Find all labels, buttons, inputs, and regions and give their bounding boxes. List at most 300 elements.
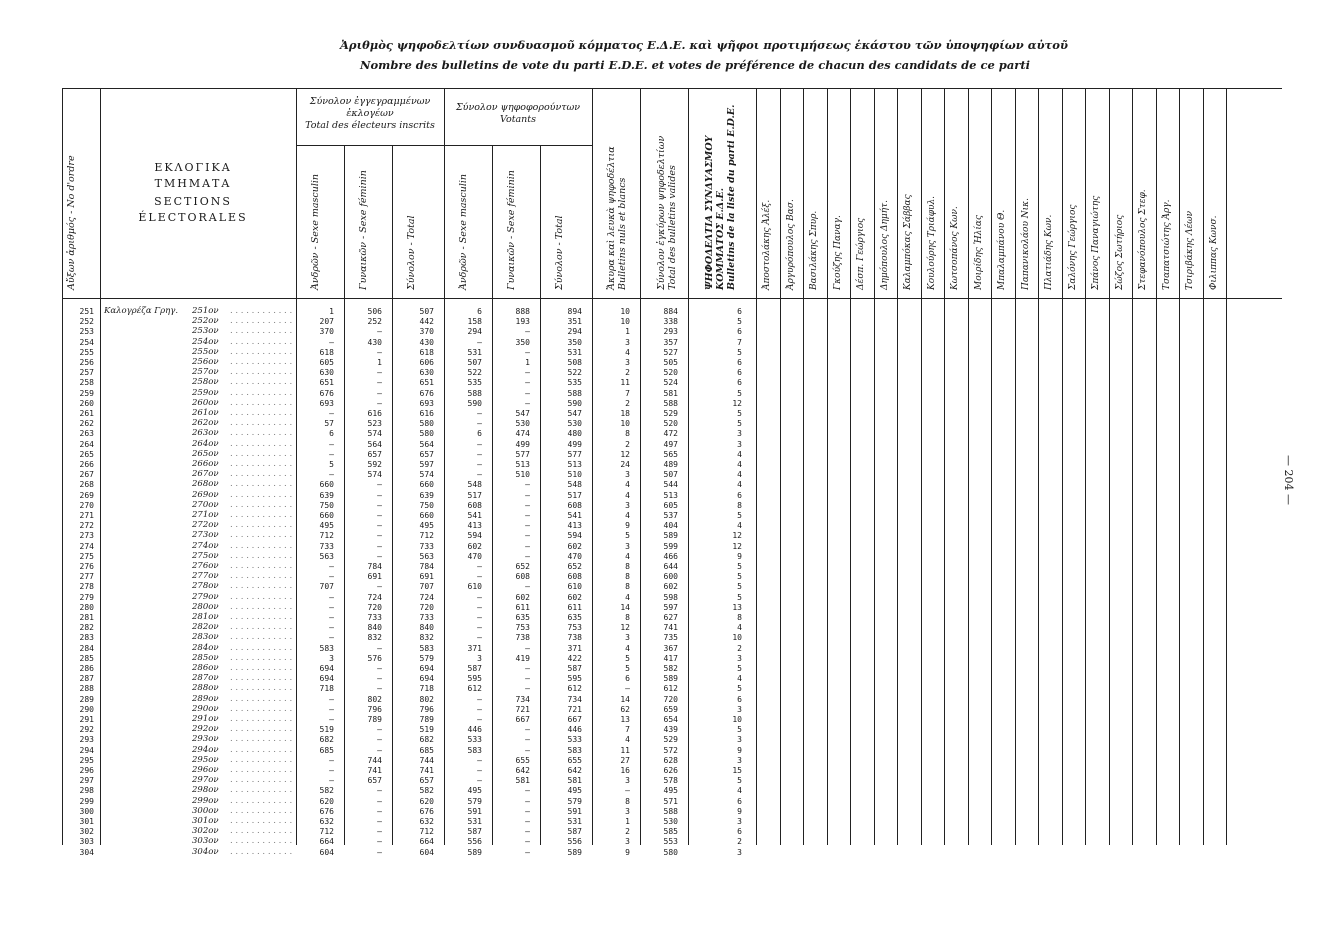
cell-vf: — bbox=[525, 684, 530, 694]
cell-vf: — bbox=[525, 796, 530, 806]
cell-b: 10 bbox=[620, 317, 630, 327]
cell-t: 639 bbox=[419, 490, 434, 500]
row-section: 253ον bbox=[192, 326, 219, 337]
subgroup-rule-2 bbox=[444, 145, 592, 146]
row-section: 267ον bbox=[192, 469, 219, 480]
cell-p: 5 bbox=[737, 572, 742, 582]
header-candidate: Σώζος Σωτήριος bbox=[1114, 214, 1125, 290]
header-candidate: Δημόπουλος Δημήτ. bbox=[879, 200, 890, 290]
cell-t: 657 bbox=[419, 449, 434, 459]
cell-b: 7 bbox=[625, 725, 630, 735]
leader-dots: . . . . . . . . . . . . bbox=[230, 734, 293, 745]
header-candidate: Μοιρίδης Ἠλίας bbox=[973, 214, 984, 290]
cell-vt: 535 bbox=[567, 378, 582, 388]
cell-vm: — bbox=[477, 470, 482, 480]
row-order-no: 252 bbox=[79, 317, 94, 327]
cell-vm: 612 bbox=[467, 684, 482, 694]
row-section: 301ον bbox=[192, 816, 219, 826]
leader-dots: . . . . . . . . . . . . bbox=[230, 632, 293, 643]
cell-f: — bbox=[377, 531, 382, 541]
cell-vt: 590 bbox=[567, 398, 582, 408]
cell-vm: 470 bbox=[467, 551, 482, 561]
cell-vm: 587 bbox=[467, 664, 482, 673]
cell-vt: 510 bbox=[567, 470, 582, 480]
cell-f: — bbox=[377, 745, 382, 755]
row-section: 280ον bbox=[192, 601, 219, 612]
cell-m: 583 bbox=[319, 643, 334, 653]
cell-vf: 510 bbox=[515, 470, 530, 480]
header-registered-male: Ἀνδρῶν - Sexe masculin bbox=[310, 173, 321, 290]
row-section: 258ον bbox=[192, 377, 219, 388]
row-section: 265ον bbox=[192, 448, 219, 459]
cell-m: 660 bbox=[319, 511, 334, 520]
cell-p: 3 bbox=[737, 653, 742, 663]
cell-f: 720 bbox=[367, 602, 382, 612]
cell-v: 565 bbox=[663, 449, 678, 459]
cell-vt: 721 bbox=[567, 704, 582, 714]
cell-vm: — bbox=[477, 633, 482, 643]
cell-m: — bbox=[329, 755, 334, 765]
cell-b: 6 bbox=[625, 674, 630, 684]
row-order-no: 297 bbox=[79, 776, 94, 786]
cell-f: — bbox=[377, 368, 382, 378]
cell-m: 750 bbox=[319, 500, 334, 510]
row-order-no: 292 bbox=[79, 725, 94, 735]
cell-vt: 587 bbox=[567, 664, 582, 673]
row-order-no: 279 bbox=[79, 592, 94, 602]
cell-p: 5 bbox=[737, 664, 742, 673]
cell-vm: — bbox=[477, 623, 482, 633]
cell-b: 5 bbox=[625, 531, 630, 541]
row-section: 271ον bbox=[192, 510, 219, 520]
cell-vm: 446 bbox=[467, 725, 482, 735]
cell-m: — bbox=[329, 449, 334, 459]
cell-vf: 753 bbox=[515, 623, 530, 633]
cell-f: 1 bbox=[377, 358, 382, 367]
cell-vt: 533 bbox=[567, 735, 582, 745]
cell-m: 694 bbox=[319, 674, 334, 684]
header-candidate: Σπάνος Παναγιώτης bbox=[1091, 195, 1101, 290]
cell-vm: 371 bbox=[467, 643, 482, 653]
cell-vt: 350 bbox=[567, 337, 582, 347]
cell-vf: — bbox=[525, 643, 530, 653]
cell-p: 4 bbox=[737, 521, 742, 531]
cell-vt: 413 bbox=[567, 521, 582, 531]
subgroup-rule-1 bbox=[296, 145, 444, 146]
cell-vf: — bbox=[525, 490, 530, 500]
cell-b: — bbox=[625, 684, 630, 694]
cell-m: 694 bbox=[319, 664, 334, 673]
cell-f: 796 bbox=[367, 704, 382, 714]
leader-dots: . . . . . . . . . . . . bbox=[230, 408, 293, 418]
cell-t: 616 bbox=[419, 409, 434, 418]
cell-vm: 533 bbox=[467, 735, 482, 745]
row-section: 290ον bbox=[192, 703, 219, 714]
cell-f: — bbox=[377, 398, 382, 408]
leader-dots: . . . . . . . . . . . . bbox=[230, 489, 293, 500]
leader-dots: . . . . . . . . . . . . bbox=[230, 714, 293, 724]
cell-f: 733 bbox=[367, 613, 382, 622]
cell-t: 789 bbox=[419, 715, 434, 724]
row-section: 300ον bbox=[192, 805, 219, 816]
header-candidate: Γκούζης Παναγ. bbox=[832, 215, 843, 290]
row-section: 285ον bbox=[192, 652, 219, 663]
cell-v: 588 bbox=[663, 806, 678, 816]
cell-p: 6 bbox=[737, 378, 742, 388]
cell-vm: 294 bbox=[467, 327, 482, 337]
cell-m: — bbox=[329, 766, 334, 775]
cell-f: 657 bbox=[367, 449, 382, 459]
cell-b: 8 bbox=[625, 796, 630, 806]
cell-b: 13 bbox=[620, 715, 630, 724]
cell-p: 2 bbox=[737, 643, 742, 653]
cell-vf: 734 bbox=[515, 694, 530, 704]
cell-p: 12 bbox=[732, 398, 742, 408]
cell-t: 733 bbox=[419, 541, 434, 551]
cell-t: 784 bbox=[419, 562, 434, 571]
row-section: 276ον bbox=[192, 561, 219, 571]
cell-f: — bbox=[377, 643, 382, 653]
cell-vf: — bbox=[525, 725, 530, 735]
cell-m: 563 bbox=[319, 551, 334, 561]
cell-f: 430 bbox=[367, 337, 382, 347]
row-section: 266ον bbox=[192, 459, 219, 469]
cell-v: 537 bbox=[663, 511, 678, 520]
leader-dots: . . . . . . . . . . . . bbox=[230, 438, 293, 449]
cell-f: — bbox=[377, 347, 382, 357]
row-order-no: 277 bbox=[79, 572, 94, 582]
cell-m: — bbox=[329, 633, 334, 643]
row-order-no: 260 bbox=[79, 398, 94, 408]
cell-vt: 351 bbox=[567, 317, 582, 327]
cell-b: — bbox=[625, 786, 630, 796]
cell-p: 6 bbox=[737, 796, 742, 806]
row-order-no: 284 bbox=[79, 643, 94, 653]
row-order-no: 299 bbox=[79, 796, 94, 806]
cell-v: 580 bbox=[663, 847, 678, 857]
cell-p: 5 bbox=[737, 562, 742, 571]
cell-t: 712 bbox=[419, 827, 434, 837]
leader-dots: . . . . . . . . . . . . bbox=[230, 652, 293, 663]
cell-m: — bbox=[329, 337, 334, 347]
cell-vf: — bbox=[525, 541, 530, 551]
cell-f: — bbox=[377, 796, 382, 806]
leader-dots: . . . . . . . . . . . . bbox=[230, 622, 293, 633]
cell-p: 6 bbox=[737, 327, 742, 337]
leader-dots: . . . . . . . . . . . . bbox=[230, 693, 293, 704]
cell-vm: 3 bbox=[477, 653, 482, 663]
cell-v: 720 bbox=[663, 694, 678, 704]
cell-m: 682 bbox=[319, 735, 334, 745]
cell-vm: — bbox=[477, 409, 482, 418]
cell-v: 627 bbox=[663, 613, 678, 622]
leader-dots: . . . . . . . . . . . . bbox=[230, 510, 293, 520]
cell-b: 4 bbox=[625, 490, 630, 500]
cell-vf: 611 bbox=[515, 602, 530, 612]
cell-b: 14 bbox=[620, 694, 630, 704]
cell-vm: — bbox=[477, 776, 482, 786]
header-candidate: Τσαπατσιώτης Ἀργ. bbox=[1161, 199, 1172, 290]
cell-f: — bbox=[377, 684, 382, 694]
row-section: 297ον bbox=[192, 775, 219, 786]
cell-v: 489 bbox=[663, 460, 678, 469]
cell-p: 6 bbox=[737, 694, 742, 704]
cell-f: 802 bbox=[367, 694, 382, 704]
cell-b: 4 bbox=[625, 480, 630, 490]
cell-vf: 655 bbox=[515, 755, 530, 765]
row-section: 277ον bbox=[192, 571, 219, 582]
row-order-no: 300 bbox=[79, 806, 94, 816]
leader-dots: . . . . . . . . . . . . bbox=[230, 703, 293, 714]
cell-vf: — bbox=[525, 347, 530, 357]
leader-dots: . . . . . . . . . . . . bbox=[230, 306, 293, 316]
cell-m: 519 bbox=[319, 725, 334, 735]
cell-f: 564 bbox=[367, 439, 382, 449]
row-section: 293ον bbox=[192, 734, 219, 745]
cell-t: 564 bbox=[419, 439, 434, 449]
cell-v: 293 bbox=[663, 327, 678, 337]
cell-p: 9 bbox=[737, 806, 742, 816]
cell-f: — bbox=[377, 806, 382, 816]
cell-b: 3 bbox=[625, 776, 630, 786]
cell-t: 664 bbox=[419, 837, 434, 847]
cell-p: 3 bbox=[737, 817, 742, 826]
cell-b: 3 bbox=[625, 337, 630, 347]
cell-vf: — bbox=[525, 827, 530, 837]
cell-t: 582 bbox=[419, 786, 434, 796]
header-registered-group: Σύνολον ἐγγεγραμμένων ἐκλογέων Total des électeurs inscrits bbox=[305, 96, 435, 131]
row-section: 289ον bbox=[192, 693, 219, 704]
leader-dots: . . . . . . . . . . . . bbox=[230, 836, 293, 847]
cell-t: 741 bbox=[419, 766, 434, 775]
cell-p: 8 bbox=[737, 500, 742, 510]
row-order-no: 303 bbox=[79, 837, 94, 847]
cell-vt: 608 bbox=[567, 500, 582, 510]
cell-vf: — bbox=[525, 531, 530, 541]
cell-p: 3 bbox=[737, 439, 742, 449]
cell-v: 626 bbox=[663, 766, 678, 775]
cell-vt: 581 bbox=[567, 776, 582, 786]
cell-p: 3 bbox=[737, 735, 742, 745]
row-section: 263ον bbox=[192, 428, 219, 439]
cell-f: — bbox=[377, 541, 382, 551]
cell-f: 784 bbox=[367, 562, 382, 571]
cell-t: 519 bbox=[419, 725, 434, 735]
cell-t: 430 bbox=[419, 337, 434, 347]
cell-vf: — bbox=[525, 837, 530, 847]
cell-m: 630 bbox=[319, 368, 334, 378]
cell-v: 578 bbox=[663, 776, 678, 786]
cell-p: 5 bbox=[737, 776, 742, 786]
row-section: 294ον bbox=[192, 744, 219, 755]
cell-b: 5 bbox=[625, 664, 630, 673]
cell-p: 10 bbox=[732, 715, 742, 724]
cell-t: 733 bbox=[419, 613, 434, 622]
cell-t: 604 bbox=[419, 847, 434, 857]
cell-vt: 422 bbox=[567, 653, 582, 663]
cell-vf: 642 bbox=[515, 766, 530, 775]
row-section: 303ον bbox=[192, 836, 219, 847]
cell-v: 599 bbox=[663, 541, 678, 551]
cell-t: 657 bbox=[419, 776, 434, 786]
header-party: ΨΗΦΟΔΕΛΤΙΑ ΣΥΝΔΥΑΣΜΟΥ ΚΟΜΜΑΤΟΣ Ε.Δ.Ε. Bulletins de la liste du parti E.D.E. bbox=[704, 104, 737, 290]
header-candidate: Σαλόνης Γεώργιος bbox=[1067, 204, 1078, 290]
cell-m: — bbox=[329, 602, 334, 612]
cell-t: 507 bbox=[419, 307, 434, 316]
cell-p: 4 bbox=[737, 480, 742, 490]
cell-vm: 522 bbox=[467, 368, 482, 378]
cell-f: 691 bbox=[367, 572, 382, 582]
cell-b: 5 bbox=[625, 653, 630, 663]
cell-m: 685 bbox=[319, 745, 334, 755]
cell-vm: — bbox=[477, 694, 482, 704]
cell-b: 4 bbox=[625, 551, 630, 561]
cell-v: 520 bbox=[663, 368, 678, 378]
cell-vf: — bbox=[525, 480, 530, 490]
header-valid: Σύνολον ἐγκύρων ψηφοδελτίων Total des bulletins valides bbox=[656, 135, 678, 290]
cell-vt: 591 bbox=[567, 806, 582, 816]
cell-b: 1 bbox=[625, 817, 630, 826]
cell-vm: — bbox=[477, 460, 482, 469]
cell-v: 605 bbox=[663, 500, 678, 510]
cell-vt: 294 bbox=[567, 327, 582, 337]
cell-p: 5 bbox=[737, 388, 742, 398]
cell-v: 654 bbox=[663, 715, 678, 724]
cell-t: 579 bbox=[419, 653, 434, 663]
cell-p: 4 bbox=[737, 674, 742, 684]
row-section: 272ον bbox=[192, 520, 219, 531]
leader-dots: . . . . . . . . . . . . bbox=[230, 683, 293, 694]
row-section: 257ον bbox=[192, 367, 219, 378]
cell-v: 404 bbox=[663, 521, 678, 531]
header-candidate: Ἀργυρόπουλος Βασ. bbox=[785, 199, 796, 290]
cell-v: 524 bbox=[663, 378, 678, 388]
row-section: 295ον bbox=[192, 754, 219, 765]
cell-t: 712 bbox=[419, 531, 434, 541]
cell-b: 2 bbox=[625, 368, 630, 378]
cell-p: 5 bbox=[737, 725, 742, 735]
cell-t: 718 bbox=[419, 684, 434, 694]
header-voters-female: Γυναικῶν - Sexe féminin bbox=[506, 170, 517, 290]
cell-m: 3 bbox=[329, 653, 334, 663]
cell-t: 660 bbox=[419, 480, 434, 490]
cell-b: 27 bbox=[620, 755, 630, 765]
cell-f: — bbox=[377, 725, 382, 735]
cell-m: 664 bbox=[319, 837, 334, 847]
cell-v: 466 bbox=[663, 551, 678, 561]
leader-dots: . . . . . . . . . . . . bbox=[230, 367, 293, 378]
cell-b: 8 bbox=[625, 582, 630, 592]
cell-t: 744 bbox=[419, 755, 434, 765]
header-candidate: Παπανικολάου Νικ. bbox=[1020, 198, 1031, 290]
cell-v: 367 bbox=[663, 643, 678, 653]
cell-p: 6 bbox=[737, 827, 742, 837]
cell-v: 505 bbox=[663, 358, 678, 367]
cell-p: 6 bbox=[737, 358, 742, 367]
cell-t: 597 bbox=[419, 460, 434, 469]
row-order-no: 257 bbox=[79, 368, 94, 378]
cell-m: — bbox=[329, 562, 334, 571]
cell-t: 682 bbox=[419, 735, 434, 745]
cell-vt: 587 bbox=[567, 827, 582, 837]
cell-m: 620 bbox=[319, 796, 334, 806]
cell-vm: 6 bbox=[477, 307, 482, 316]
cell-t: 651 bbox=[419, 378, 434, 388]
cell-b: 2 bbox=[625, 439, 630, 449]
cell-p: 7 bbox=[737, 337, 742, 347]
cell-vf: 738 bbox=[515, 633, 530, 643]
cell-t: 750 bbox=[419, 500, 434, 510]
cell-v: 598 bbox=[663, 592, 678, 602]
cell-vt: 595 bbox=[567, 674, 582, 684]
cell-v: 735 bbox=[663, 633, 678, 643]
header-candidate: Κωτσοπάνος Κων. bbox=[950, 206, 960, 290]
leader-dots: . . . . . . . . . . . . bbox=[230, 448, 293, 459]
cell-vt: 588 bbox=[567, 388, 582, 398]
header-bottom-rule bbox=[62, 298, 1282, 299]
cell-p: 4 bbox=[737, 449, 742, 459]
cell-vt: 495 bbox=[567, 786, 582, 796]
cell-t: 620 bbox=[419, 796, 434, 806]
leader-dots: . . . . . . . . . . . . bbox=[230, 591, 293, 602]
row-section: 292ον bbox=[192, 724, 219, 735]
cell-m: 618 bbox=[319, 347, 334, 357]
leader-dots: . . . . . . . . . . . . bbox=[230, 357, 293, 367]
cell-v: 497 bbox=[663, 439, 678, 449]
row-section: 274ον bbox=[192, 540, 219, 551]
cell-b: 3 bbox=[625, 633, 630, 643]
cell-vf: 577 bbox=[515, 449, 530, 459]
cell-v: 588 bbox=[663, 398, 678, 408]
cell-vf: 499 bbox=[515, 439, 530, 449]
cell-vt: 738 bbox=[567, 633, 582, 643]
cell-m: — bbox=[329, 409, 334, 418]
cell-vm: — bbox=[477, 755, 482, 765]
cell-vf: — bbox=[525, 388, 530, 398]
cell-vm: — bbox=[477, 449, 482, 459]
cell-f: 724 bbox=[367, 592, 382, 602]
cell-v: 572 bbox=[663, 745, 678, 755]
cell-p: 4 bbox=[737, 460, 742, 469]
cell-v: 644 bbox=[663, 562, 678, 571]
cell-vt: 522 bbox=[567, 368, 582, 378]
cell-f: 744 bbox=[367, 755, 382, 765]
cell-p: 5 bbox=[737, 409, 742, 418]
row-section: 264ον bbox=[192, 438, 219, 449]
cell-t: 442 bbox=[419, 317, 434, 327]
cell-vt: 612 bbox=[567, 684, 582, 694]
cell-t: 720 bbox=[419, 602, 434, 612]
leader-dots: . . . . . . . . . . . . bbox=[230, 479, 293, 490]
cell-vm: — bbox=[477, 613, 482, 622]
row-section: 252ον bbox=[192, 316, 219, 327]
row-section: 251ον bbox=[192, 306, 219, 316]
cell-m: 632 bbox=[319, 817, 334, 826]
cell-t: 495 bbox=[419, 521, 434, 531]
cell-m: 5 bbox=[329, 460, 334, 469]
cell-v: 581 bbox=[663, 388, 678, 398]
cell-f: — bbox=[377, 664, 382, 673]
leader-dots: . . . . . . . . . . . . bbox=[230, 816, 293, 826]
row-order-no: 274 bbox=[79, 541, 94, 551]
cell-vf: — bbox=[525, 368, 530, 378]
cell-vm: 531 bbox=[467, 817, 482, 826]
row-order-no: 278 bbox=[79, 582, 94, 592]
cell-v: 507 bbox=[663, 470, 678, 480]
cell-p: 12 bbox=[732, 531, 742, 541]
leader-dots: . . . . . . . . . . . . bbox=[230, 540, 293, 551]
cell-v: 439 bbox=[663, 725, 678, 735]
